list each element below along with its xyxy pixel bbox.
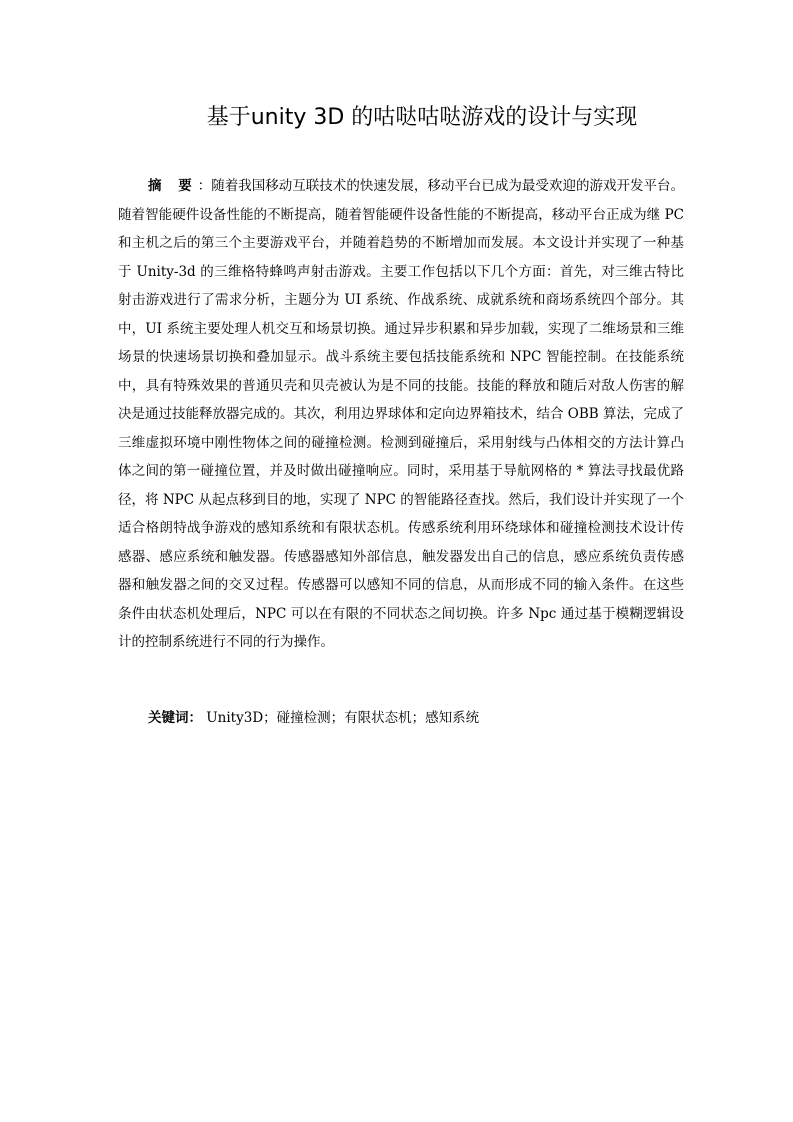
keywords-line bbox=[148, 704, 688, 732]
abstract-text: ：随着我国移动互联技术的快速发展，移动平台已成为最受欢迎的游戏开发平台。随着智能硬件设备性能的不断提高，随着智能硬件设备性能的不断提高，移动平台正成为继 PC 和主机之后的第三个主要游戏平台，并随着趋势的不断增加而发展。本文设计并实现了一种基于 Unity-3d 的三维格特蜂鸣声射击游戏。主要工作包括以下几个方面：首先，对三维古特比射击游戏进行了需求分析，主题分为 UI 系统、作战系统、成就系统和商场系统四个部分。其中，UI 系统主要处理人机交互和场景切换。通过异步积累和异步加载，实现了二维场景和三维场景的快速场景切换和叠加显示。战斗系统主要包括技能系统和 NPC 智能控制。在技能系统中，具有特殊效果的普通贝壳和贝壳被认为是不同的技能。技能的释放和随后对敌人伤害的解决是通过技能释放器完成的。其次，利用边界球体和定向边界箱技术，结合 OBB 算法，完成了三维虚拟环境中刚性物体之间的碰撞检测。检测到碰撞后，采用射线与凸体相交的方法计算凸体之间的第一碰撞位置，并及时做出碰撞响应。同时，采用基于导航网格的 * 算法寻找最优路径，将 NPC 从起点移到目的地，实现了 NPC 的智能路径查找。然后，我们设计并实现了一个适合格朗特战争游戏的感知系统和有限状态机。传感系统利用环绕球体和碰撞检测技术设计传感器、感应系统和触发器。传感器感知外部信息，触发器发出自己的信息，感应系统负责传感器和触发器之间的交叉过程。传感器可以感知不同的信息，从而形成不同的输入条件。在这些条件由状态机处理后，NPC 可以在有限的不同状态之间切换。许多 Npc 通过基于模糊逻辑设计的控制系统进行不同的行为操作。 bbox=[118, 178, 685, 650]
abstract-label: 摘 要 bbox=[148, 178, 198, 194]
abstract-paragraph bbox=[118, 172, 684, 657]
keywords-text: Unity3D；碰撞检测；有限状态机；感知系统 bbox=[202, 710, 480, 726]
document-title: 基于unity 3D 的咕哒咕哒游戏的设计与实现 bbox=[206, 105, 638, 130]
keywords-label: 关键词： bbox=[148, 710, 202, 726]
